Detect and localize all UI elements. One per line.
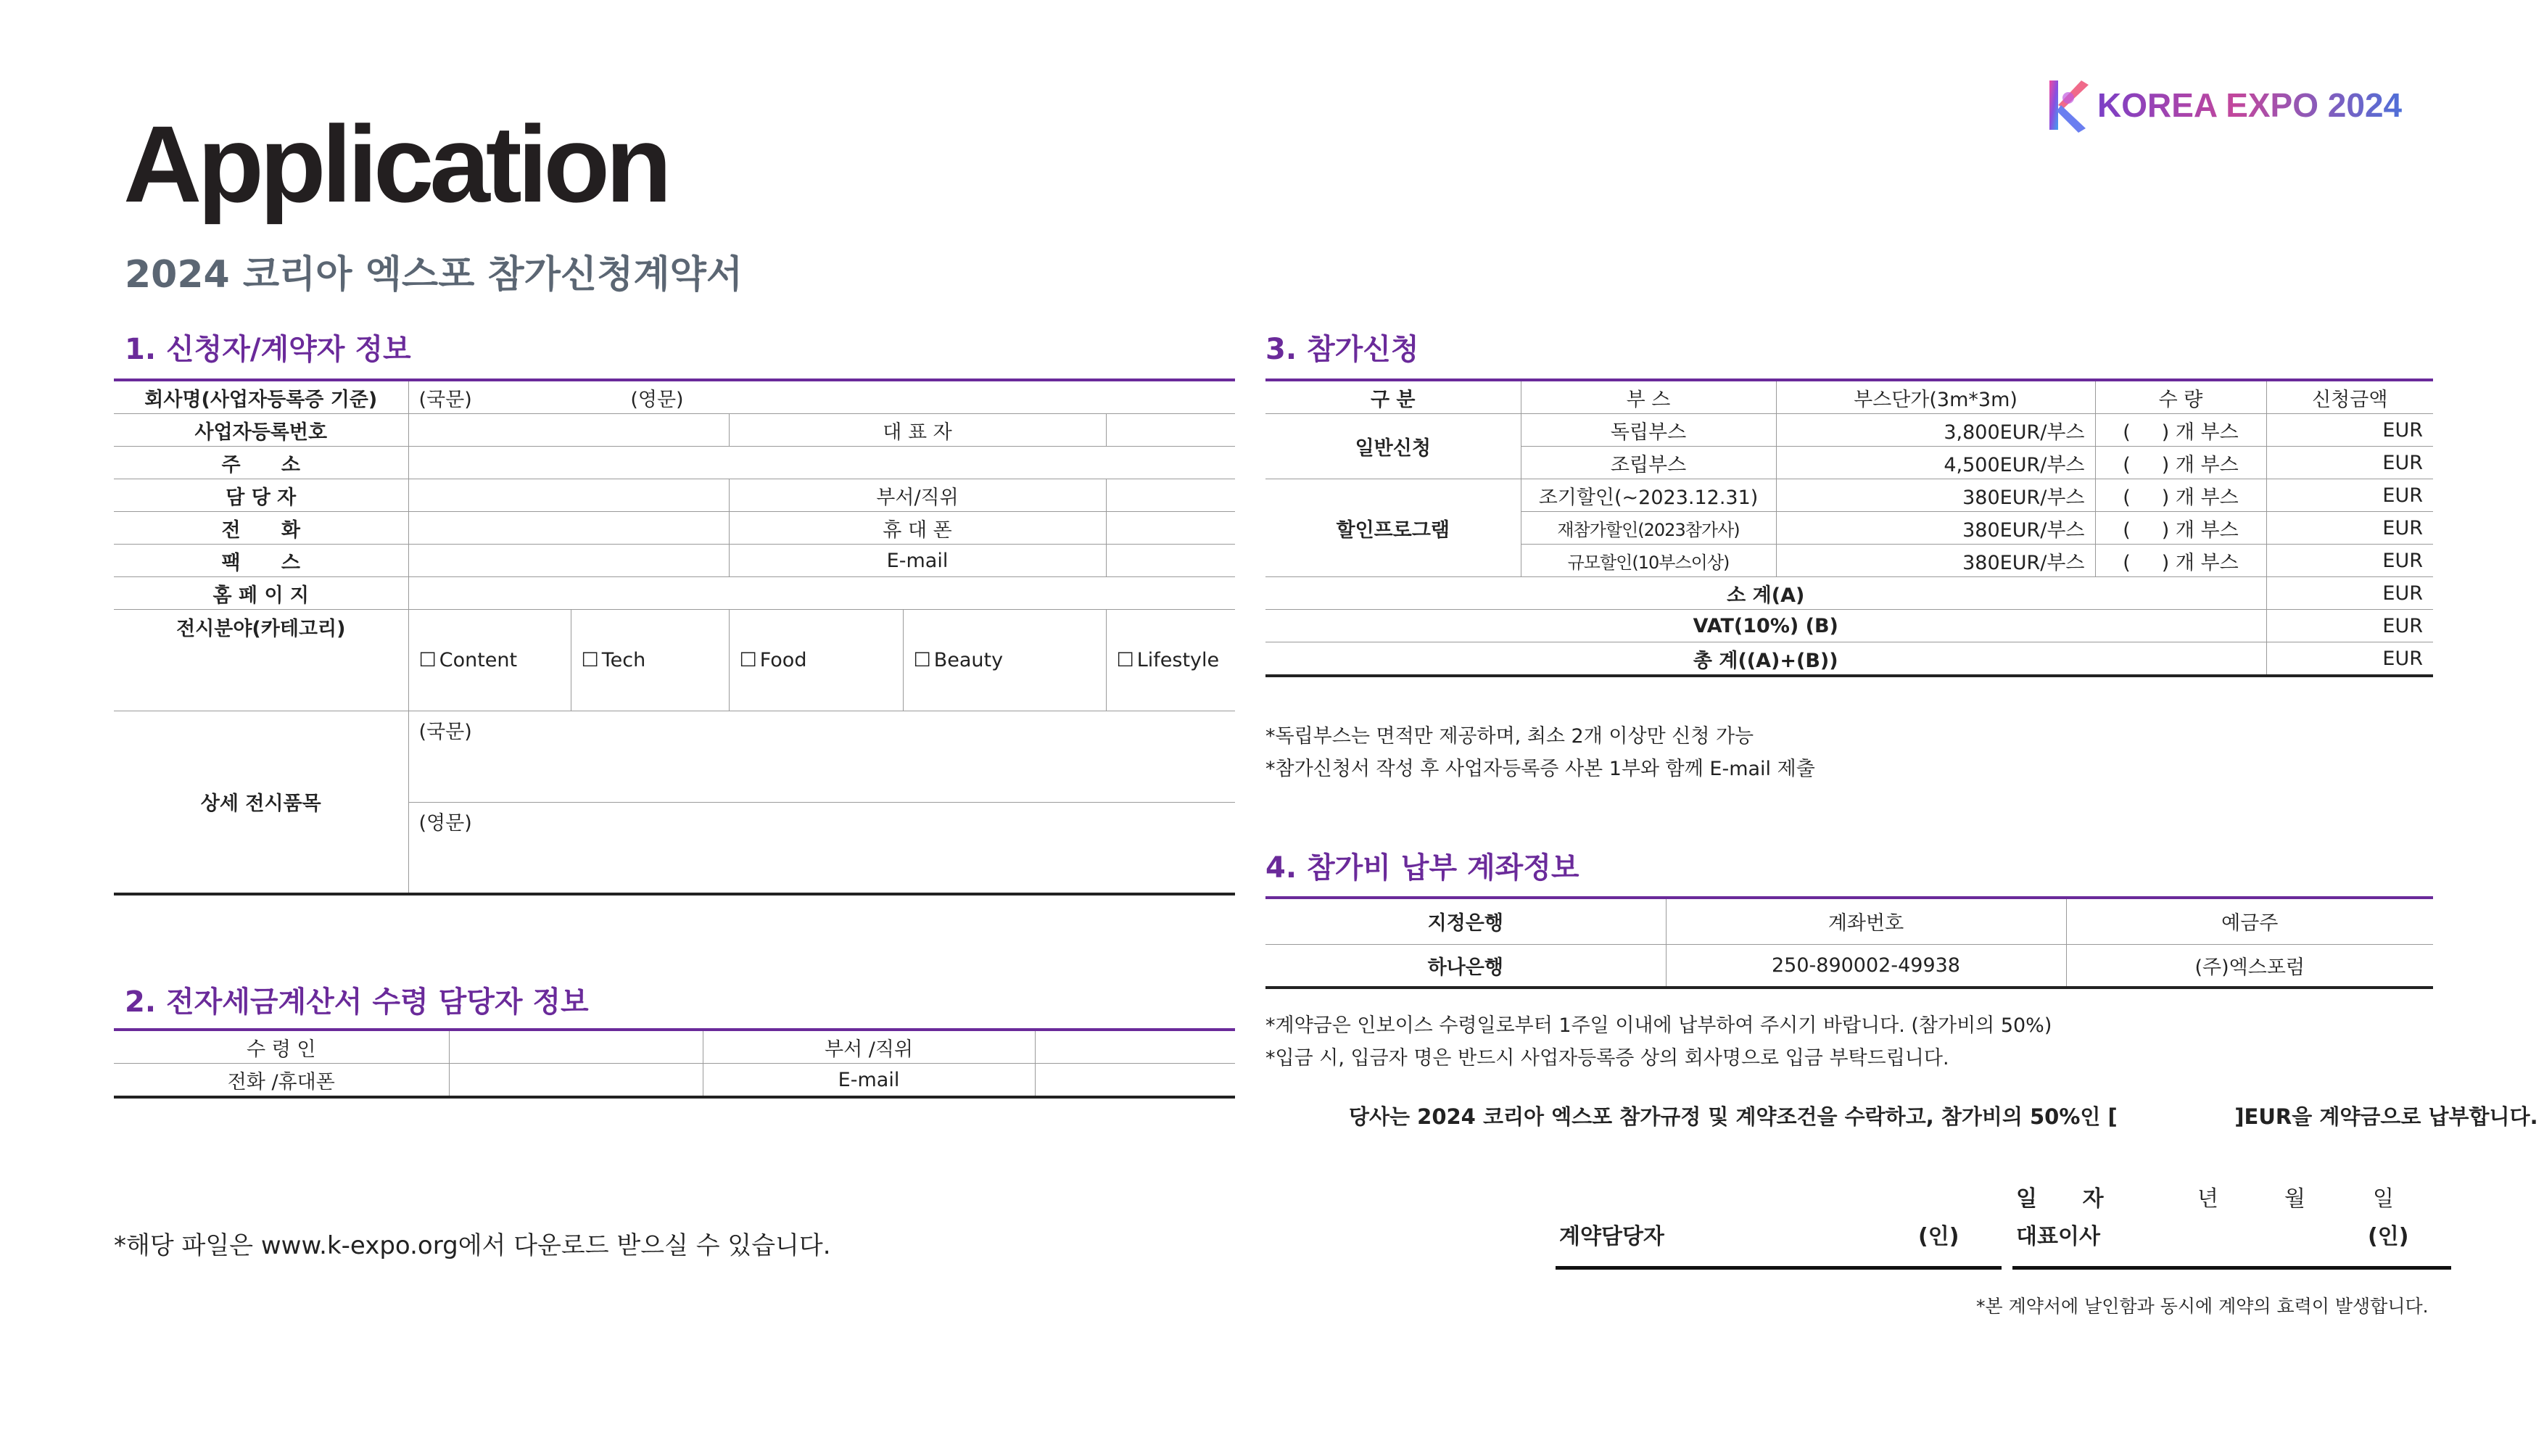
manager-field[interactable] bbox=[408, 479, 729, 512]
contract-manager-signature-line[interactable] bbox=[1556, 1266, 2002, 1270]
booth-price: 3,800EUR/부스 bbox=[1776, 414, 2095, 447]
table-row bbox=[1265, 642, 2433, 677]
deposit-note-1: *계약금은 인보이스 수령일로부터 1주일 이내에 납부하여 주시기 바랍니다. (참가비의 50%) bbox=[1265, 1014, 2052, 1037]
table-row bbox=[114, 1064, 1235, 1098]
download-note: *해당 파일은 www.k-expo.org에서 다운로드 받으실 수 있습니다. bbox=[114, 1231, 831, 1260]
applicant-info-table bbox=[114, 379, 1235, 895]
table-row bbox=[114, 1030, 1235, 1064]
subtotal-field[interactable]: EUR bbox=[2266, 577, 2433, 610]
category-label: 전시분야(카테고리) bbox=[114, 610, 408, 711]
table-row bbox=[1265, 479, 2433, 512]
booth-name: 규모할인(10부스이상) bbox=[1521, 545, 1776, 577]
category-tech-checkbox[interactable]: ☐ Tech bbox=[571, 610, 729, 711]
booth-name: 조립부스 bbox=[1521, 447, 1776, 479]
table-row bbox=[114, 711, 1235, 803]
mobile-field[interactable] bbox=[1106, 512, 1235, 545]
col-booth: 부 스 bbox=[1521, 380, 1776, 414]
deposit-note-2: *입금 시, 입금자 명은 반드시 사업자등록증 상의 회사명으로 입금 부탁드립니다. bbox=[1265, 1047, 1949, 1070]
vat-label: VAT(10%) (B) bbox=[1265, 610, 2266, 642]
seal-label-2: (인) bbox=[2368, 1224, 2409, 1249]
booth-name: 재참가할인(2023참가사) bbox=[1521, 512, 1776, 545]
booth-note-2: *참가신청서 작성 후 사업자등록증 사본 1부와 함께 E-mail 제출 bbox=[1265, 758, 1815, 780]
items-kr-field[interactable]: (국문) bbox=[408, 711, 1235, 803]
table-row bbox=[114, 380, 1235, 414]
vat-field[interactable]: EUR bbox=[2266, 610, 2433, 642]
table-row bbox=[1265, 577, 2433, 610]
phone-field[interactable] bbox=[408, 512, 729, 545]
table-row bbox=[114, 447, 1235, 479]
ceo-label: 대 표 자 bbox=[729, 414, 1106, 447]
booth-price: 380EUR/부스 bbox=[1776, 545, 2095, 577]
booth-amount-field[interactable]: EUR bbox=[2266, 414, 2433, 447]
table-row bbox=[1265, 898, 2433, 944]
category-beauty-checkbox[interactable]: ☐ Beauty bbox=[903, 610, 1106, 711]
fax-field[interactable] bbox=[408, 545, 729, 577]
table-row bbox=[114, 512, 1235, 545]
booth-price: 4,500EUR/부스 bbox=[1776, 447, 2095, 479]
col-qty: 수 량 bbox=[2095, 380, 2266, 414]
booth-qty-field[interactable]: ( ) 개 부스 bbox=[2095, 545, 2266, 577]
receiver-field[interactable] bbox=[449, 1030, 703, 1064]
discount-label: 할인프로그램 bbox=[1265, 479, 1521, 577]
bank-account-table bbox=[1265, 896, 2433, 989]
bank-name: 하나은행 bbox=[1265, 944, 1666, 988]
category-lifestyle-checkbox[interactable]: ☐ Lifestyle bbox=[1106, 610, 1235, 711]
section3-heading: 3. 참가신청 bbox=[1265, 333, 1419, 366]
col-category: 구 분 bbox=[1265, 380, 1521, 414]
company-name-en-label: (영문) bbox=[630, 388, 684, 411]
email-label: E-mail bbox=[729, 545, 1106, 577]
email-field[interactable] bbox=[1106, 545, 1235, 577]
booth-price: 380EUR/부스 bbox=[1776, 479, 2095, 512]
total-label: 총 계((A)+(B)) bbox=[1265, 642, 2266, 677]
section4-heading: 4. 참가비 납부 계좌정보 bbox=[1265, 851, 1579, 885]
col-bank: 지정은행 bbox=[1265, 898, 1666, 944]
booth-qty-field[interactable]: ( ) 개 부스 bbox=[2095, 512, 2266, 545]
category-food-checkbox[interactable]: ☐ Food bbox=[729, 610, 903, 711]
items-en-field[interactable]: (영문) bbox=[408, 803, 1235, 894]
ceo-field[interactable] bbox=[1106, 414, 1235, 447]
mobile-label: 휴 대 폰 bbox=[729, 512, 1106, 545]
contract-manager-label: 계약담당자 bbox=[1559, 1224, 1664, 1249]
korea-expo-logo bbox=[2039, 73, 2402, 138]
page-title: Application bbox=[123, 103, 668, 225]
table-row bbox=[114, 479, 1235, 512]
receiver-email-label: E-mail bbox=[703, 1064, 1035, 1098]
receiver-label: 수 령 인 bbox=[114, 1030, 449, 1064]
manager-label: 담 당 자 bbox=[114, 479, 408, 512]
receiver-dept-label: 부서 /직위 bbox=[703, 1030, 1035, 1064]
receiver-email-field[interactable] bbox=[1035, 1064, 1235, 1098]
company-name-kr-label: (국문) bbox=[418, 388, 472, 411]
booth-amount-field[interactable]: EUR bbox=[2266, 447, 2433, 479]
booth-qty-field[interactable]: ( ) 개 부스 bbox=[2095, 414, 2266, 447]
section2-heading: 2. 전자세금계산서 수령 담당자 정보 bbox=[125, 985, 589, 1019]
col-holder: 예금주 bbox=[2066, 898, 2433, 944]
logo-text: KOREA EXPO 2024 bbox=[2097, 86, 2403, 124]
receiver-dept-field[interactable] bbox=[1035, 1030, 1235, 1064]
total-field[interactable]: EUR bbox=[2266, 642, 2433, 677]
table-row bbox=[1265, 414, 2433, 447]
general-label: 일반신청 bbox=[1265, 414, 1521, 479]
date-month: 월 bbox=[2284, 1186, 2305, 1212]
booth-amount-field[interactable]: EUR bbox=[2266, 479, 2433, 512]
category-content-checkbox[interactable]: ☐ Content bbox=[408, 610, 571, 711]
date-year: 년 bbox=[2197, 1186, 2218, 1212]
booth-amount-field[interactable]: EUR bbox=[2266, 512, 2433, 545]
date-day: 일 bbox=[2373, 1186, 2394, 1212]
tax-invoice-table bbox=[114, 1028, 1235, 1099]
booth-amount-field[interactable]: EUR bbox=[2266, 545, 2433, 577]
table-row bbox=[114, 577, 1235, 610]
booth-name: 독립부스 bbox=[1521, 414, 1776, 447]
receiver-phone-label: 전화 /휴대폰 bbox=[114, 1064, 449, 1098]
booth-note-1: *독립부스는 면적만 제공하며, 최소 2개 이상만 신청 가능 bbox=[1265, 725, 1754, 748]
table-row bbox=[114, 414, 1235, 447]
booth-qty-field[interactable]: ( ) 개 부스 bbox=[2095, 447, 2266, 479]
booth-qty-field[interactable]: ( ) 개 부스 bbox=[2095, 479, 2266, 512]
ceo-signature-line[interactable] bbox=[2012, 1266, 2451, 1270]
address-label: 주 소 bbox=[114, 447, 408, 479]
biz-no-field[interactable] bbox=[408, 414, 729, 447]
date-label: 일 자 bbox=[2016, 1186, 2104, 1212]
company-name-label: 회사명(사업자등록증 기준) bbox=[114, 380, 408, 414]
table-row bbox=[114, 610, 1235, 711]
address-field[interactable] bbox=[408, 447, 1235, 479]
company-name-field[interactable] bbox=[408, 380, 1235, 414]
dept-field[interactable] bbox=[1106, 479, 1235, 512]
items-label: 상세 전시품목 bbox=[114, 711, 408, 894]
col-account: 계좌번호 bbox=[1666, 898, 2066, 944]
section1-heading: 1. 신청자/계약자 정보 bbox=[125, 333, 411, 366]
table-row bbox=[1265, 944, 2433, 988]
contract-effect-note: *본 계약서에 날인함과 동시에 계약의 효력이 발생합니다. bbox=[1976, 1296, 2429, 1317]
receiver-phone-field[interactable] bbox=[449, 1064, 703, 1098]
subtotal-label: 소 계(A) bbox=[1265, 577, 2266, 610]
page-subtitle: 2024 코리아 엑스포 참가신청계약서 bbox=[125, 253, 743, 297]
phone-label: 전 화 bbox=[114, 512, 408, 545]
biz-no-label: 사업자등록번호 bbox=[114, 414, 408, 447]
homepage-label: 홈 페 이 지 bbox=[114, 577, 408, 610]
table-row bbox=[114, 545, 1235, 577]
account-number: 250-890002-49938 bbox=[1666, 944, 2066, 988]
fax-label: 팩 스 bbox=[114, 545, 408, 577]
k-logo-icon bbox=[2039, 76, 2090, 134]
homepage-field[interactable] bbox=[408, 577, 1235, 610]
booth-name: 조기할인(~2023.12.31) bbox=[1521, 479, 1776, 512]
col-amount: 신청금액 bbox=[2266, 380, 2433, 414]
agreement-statement: 당사는 2024 코리아 엑스포 참가규정 및 계약조건을 수락하고, 참가비의 50%인 [ ]EUR을 계약금으로 납부합니다. bbox=[1349, 1104, 2538, 1129]
table-row bbox=[1265, 610, 2433, 642]
participation-table bbox=[1265, 379, 2433, 677]
account-holder: (주)엑스포럼 bbox=[2066, 944, 2433, 988]
seal-label-1: (인) bbox=[1918, 1224, 1959, 1249]
dept-label: 부서/직위 bbox=[729, 479, 1106, 512]
table-row bbox=[1265, 380, 2433, 414]
ceo-signature-label: 대표이사 bbox=[2016, 1224, 2100, 1249]
col-price: 부스단가(3m*3m) bbox=[1776, 380, 2095, 414]
booth-price: 380EUR/부스 bbox=[1776, 512, 2095, 545]
